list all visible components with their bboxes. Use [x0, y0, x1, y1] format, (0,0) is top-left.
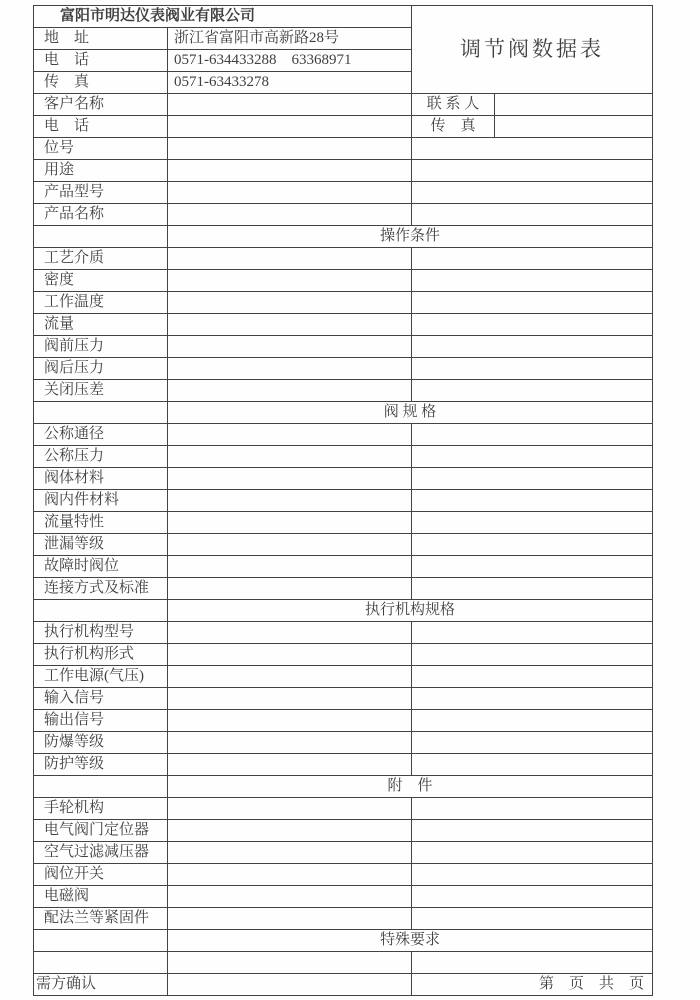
- sheet-title: 调节阀数据表: [412, 6, 653, 94]
- row-value-1: [168, 380, 412, 402]
- row-value-2: [412, 314, 653, 336]
- row-value-2: [412, 732, 653, 754]
- section-header-accessories: [34, 776, 653, 798]
- row-value-1: [168, 248, 412, 270]
- row-air-filter-regulator: [34, 842, 653, 864]
- row-label: 产品型号: [34, 182, 168, 204]
- row-solenoid-valve: [34, 886, 653, 908]
- row-label: 工艺介质: [34, 248, 168, 270]
- fax-label: 传 真: [34, 72, 168, 94]
- row-label: 配法兰等紧固件: [34, 908, 168, 930]
- row-tag-number: [34, 138, 653, 160]
- row-value-2: [412, 688, 653, 710]
- row-label: 电气阀门定位器: [34, 820, 168, 842]
- row-label: 输出信号: [34, 710, 168, 732]
- section-title: 操作条件: [168, 226, 653, 248]
- row-value-1: [168, 952, 412, 974]
- row-value-1: [168, 358, 412, 380]
- customer-fax-value: [495, 116, 653, 138]
- row-value-2: [412, 710, 653, 732]
- row-value-2: [412, 380, 653, 402]
- form-table: [33, 5, 653, 996]
- customer-fax-label: 传 真: [412, 116, 495, 138]
- row-label: 连接方式及标准: [34, 578, 168, 600]
- section-title: 特殊要求: [168, 930, 653, 952]
- row-body-material: [34, 468, 653, 490]
- row-value-2: [412, 886, 653, 908]
- row-value-2: [412, 358, 653, 380]
- row-positioner: [34, 820, 653, 842]
- row-label: 用途: [34, 160, 168, 182]
- row-label: [34, 952, 168, 974]
- row-label: 空气过滤减压器: [34, 842, 168, 864]
- section-title: 阀 规 格: [168, 402, 653, 424]
- row-value-1: [168, 622, 412, 644]
- empty-cell: [34, 776, 168, 798]
- row-shutoff-differential: [34, 380, 653, 402]
- address-value: 浙江省富阳市高新路28号: [168, 28, 412, 50]
- empty-cell: [34, 930, 168, 952]
- buyer-confirmation-label: 需方确认: [34, 974, 168, 996]
- row-value-1: [168, 204, 412, 226]
- row-actuator-model: [34, 622, 653, 644]
- row-nominal-diameter: [34, 424, 653, 446]
- row-value-2: [412, 842, 653, 864]
- row-value-1: [168, 490, 412, 512]
- row-nominal-pressure: [34, 446, 653, 468]
- row-value-1: [168, 666, 412, 688]
- section-header-valve-spec: [34, 402, 653, 424]
- row-flange-fasteners: [34, 908, 653, 930]
- row-label: 电磁阀: [34, 886, 168, 908]
- row-value-1: [168, 556, 412, 578]
- row-value-1: [168, 578, 412, 600]
- row-value-1: [168, 820, 412, 842]
- company-name: 富阳市明达仪表阀业有限公司: [34, 6, 412, 28]
- row-value-2: [412, 248, 653, 270]
- row-value-1: [168, 468, 412, 490]
- row-value-1: [168, 886, 412, 908]
- row-label: 输入信号: [34, 688, 168, 710]
- row-value-1: [168, 842, 412, 864]
- row-value-2: [412, 820, 653, 842]
- contact-person-label: 联 系 人: [412, 94, 495, 116]
- row-protection-class: [34, 754, 653, 776]
- row-label: 工作电源(气压): [34, 666, 168, 688]
- section-header-special-requirements: [34, 930, 653, 952]
- row-label: 流量: [34, 314, 168, 336]
- row-position-switch: [34, 864, 653, 886]
- row-value-1: [168, 270, 412, 292]
- row-value-2: [412, 644, 653, 666]
- row-value-2: [412, 446, 653, 468]
- phone-value: 0571-634433288 63368971: [168, 50, 412, 72]
- row-input-signal: [34, 688, 653, 710]
- empty-cell: [34, 402, 168, 424]
- row-value: [168, 116, 412, 138]
- row-value-1: [168, 182, 412, 204]
- row-flow-rate: [34, 314, 653, 336]
- row-company: [34, 6, 653, 28]
- row-value-2: [412, 798, 653, 820]
- row-value-1: [168, 644, 412, 666]
- empty-cell: [34, 226, 168, 248]
- section-title: 执行机构规格: [168, 600, 653, 622]
- row-failure-position: [34, 556, 653, 578]
- row-value-2: [412, 292, 653, 314]
- row-value-2: [412, 908, 653, 930]
- row-value-2: [412, 468, 653, 490]
- row-label: 电 话: [34, 116, 168, 138]
- row-value-2: [412, 270, 653, 292]
- row-label: 位号: [34, 138, 168, 160]
- row-value-2: [412, 534, 653, 556]
- row-value-1: [168, 864, 412, 886]
- row-customer-name: [34, 94, 653, 116]
- row-value-2: [412, 424, 653, 446]
- row-value-1: [168, 798, 412, 820]
- row-label: 阀内件材料: [34, 490, 168, 512]
- row-value-2: [412, 490, 653, 512]
- row-value-1: [168, 292, 412, 314]
- row-value-1: [168, 908, 412, 930]
- empty-cell: [34, 600, 168, 622]
- row-value-2: [412, 336, 653, 358]
- row-value-2: [412, 204, 653, 226]
- contact-person-value: [495, 94, 653, 116]
- row-label: 客户名称: [34, 94, 168, 116]
- row-value: [168, 94, 412, 116]
- row-label: 执行机构型号: [34, 622, 168, 644]
- row-flow-characteristic: [34, 512, 653, 534]
- row-product-model: [34, 182, 653, 204]
- row-label: 密度: [34, 270, 168, 292]
- row-value-2: [412, 952, 653, 974]
- row-value-1: [168, 512, 412, 534]
- row-value-2: [412, 864, 653, 886]
- row-value-1: [168, 754, 412, 776]
- row-label: 工作温度: [34, 292, 168, 314]
- row-value-2: [412, 556, 653, 578]
- row-value-1: [168, 138, 412, 160]
- row-label: 阀前压力: [34, 336, 168, 358]
- row-value-1: [168, 160, 412, 182]
- row-value-2: [412, 138, 653, 160]
- row-label: 防爆等级: [34, 732, 168, 754]
- phone-label: 电 话: [34, 50, 168, 72]
- page-number-label: 第 页 共 页: [412, 974, 653, 996]
- row-value-2: [412, 160, 653, 182]
- row-working-temperature: [34, 292, 653, 314]
- row-label: 公称通径: [34, 424, 168, 446]
- row-power-supply: [34, 666, 653, 688]
- row-outlet-pressure: [34, 358, 653, 380]
- row-value-1: [168, 424, 412, 446]
- data-sheet: [33, 5, 653, 996]
- row-leakage-class: [34, 534, 653, 556]
- row-explosion-proof-class: [34, 732, 653, 754]
- row-special-requirements-blank: [34, 952, 653, 974]
- row-process-medium: [34, 248, 653, 270]
- row-label: 公称压力: [34, 446, 168, 468]
- row-value-1: [168, 710, 412, 732]
- row-output-signal: [34, 710, 653, 732]
- row-value-2: [412, 754, 653, 776]
- row-value-2: [412, 578, 653, 600]
- section-header-actuator-spec: [34, 600, 653, 622]
- row-handwheel: [34, 798, 653, 820]
- row-value-1: [168, 446, 412, 468]
- row-value-2: [412, 666, 653, 688]
- row-value-1: [168, 688, 412, 710]
- row-product-name: [34, 204, 653, 226]
- row-label: 手轮机构: [34, 798, 168, 820]
- row-label: 防护等级: [34, 754, 168, 776]
- row-label: 泄漏等级: [34, 534, 168, 556]
- section-header-operating-conditions: [34, 226, 653, 248]
- row-trim-material: [34, 490, 653, 512]
- row-label: 故障时阀位: [34, 556, 168, 578]
- row-label: 产品名称: [34, 204, 168, 226]
- row-label: 阀位开关: [34, 864, 168, 886]
- row-actuator-type: [34, 644, 653, 666]
- row-customer-phone: [34, 116, 653, 138]
- row-value-2: [412, 622, 653, 644]
- row-value-1: [168, 732, 412, 754]
- row-purpose: [34, 160, 653, 182]
- row-density: [34, 270, 653, 292]
- section-title: 附 件: [168, 776, 653, 798]
- row-label: 执行机构形式: [34, 644, 168, 666]
- row-label: 阀体材料: [34, 468, 168, 490]
- row-value-1: [168, 534, 412, 556]
- fax-value: 0571-63433278: [168, 72, 412, 94]
- row-buyer-confirmation: [34, 974, 653, 996]
- row-value-2: [412, 512, 653, 534]
- row-label: 流量特性: [34, 512, 168, 534]
- row-value-1: [168, 336, 412, 358]
- row-value-1: [168, 314, 412, 336]
- row-value-1: [168, 974, 412, 996]
- row-label: 阀后压力: [34, 358, 168, 380]
- row-inlet-pressure: [34, 336, 653, 358]
- row-connection-standard: [34, 578, 653, 600]
- address-label: 地 址: [34, 28, 168, 50]
- row-label: 关闭压差: [34, 380, 168, 402]
- row-value-2: [412, 182, 653, 204]
